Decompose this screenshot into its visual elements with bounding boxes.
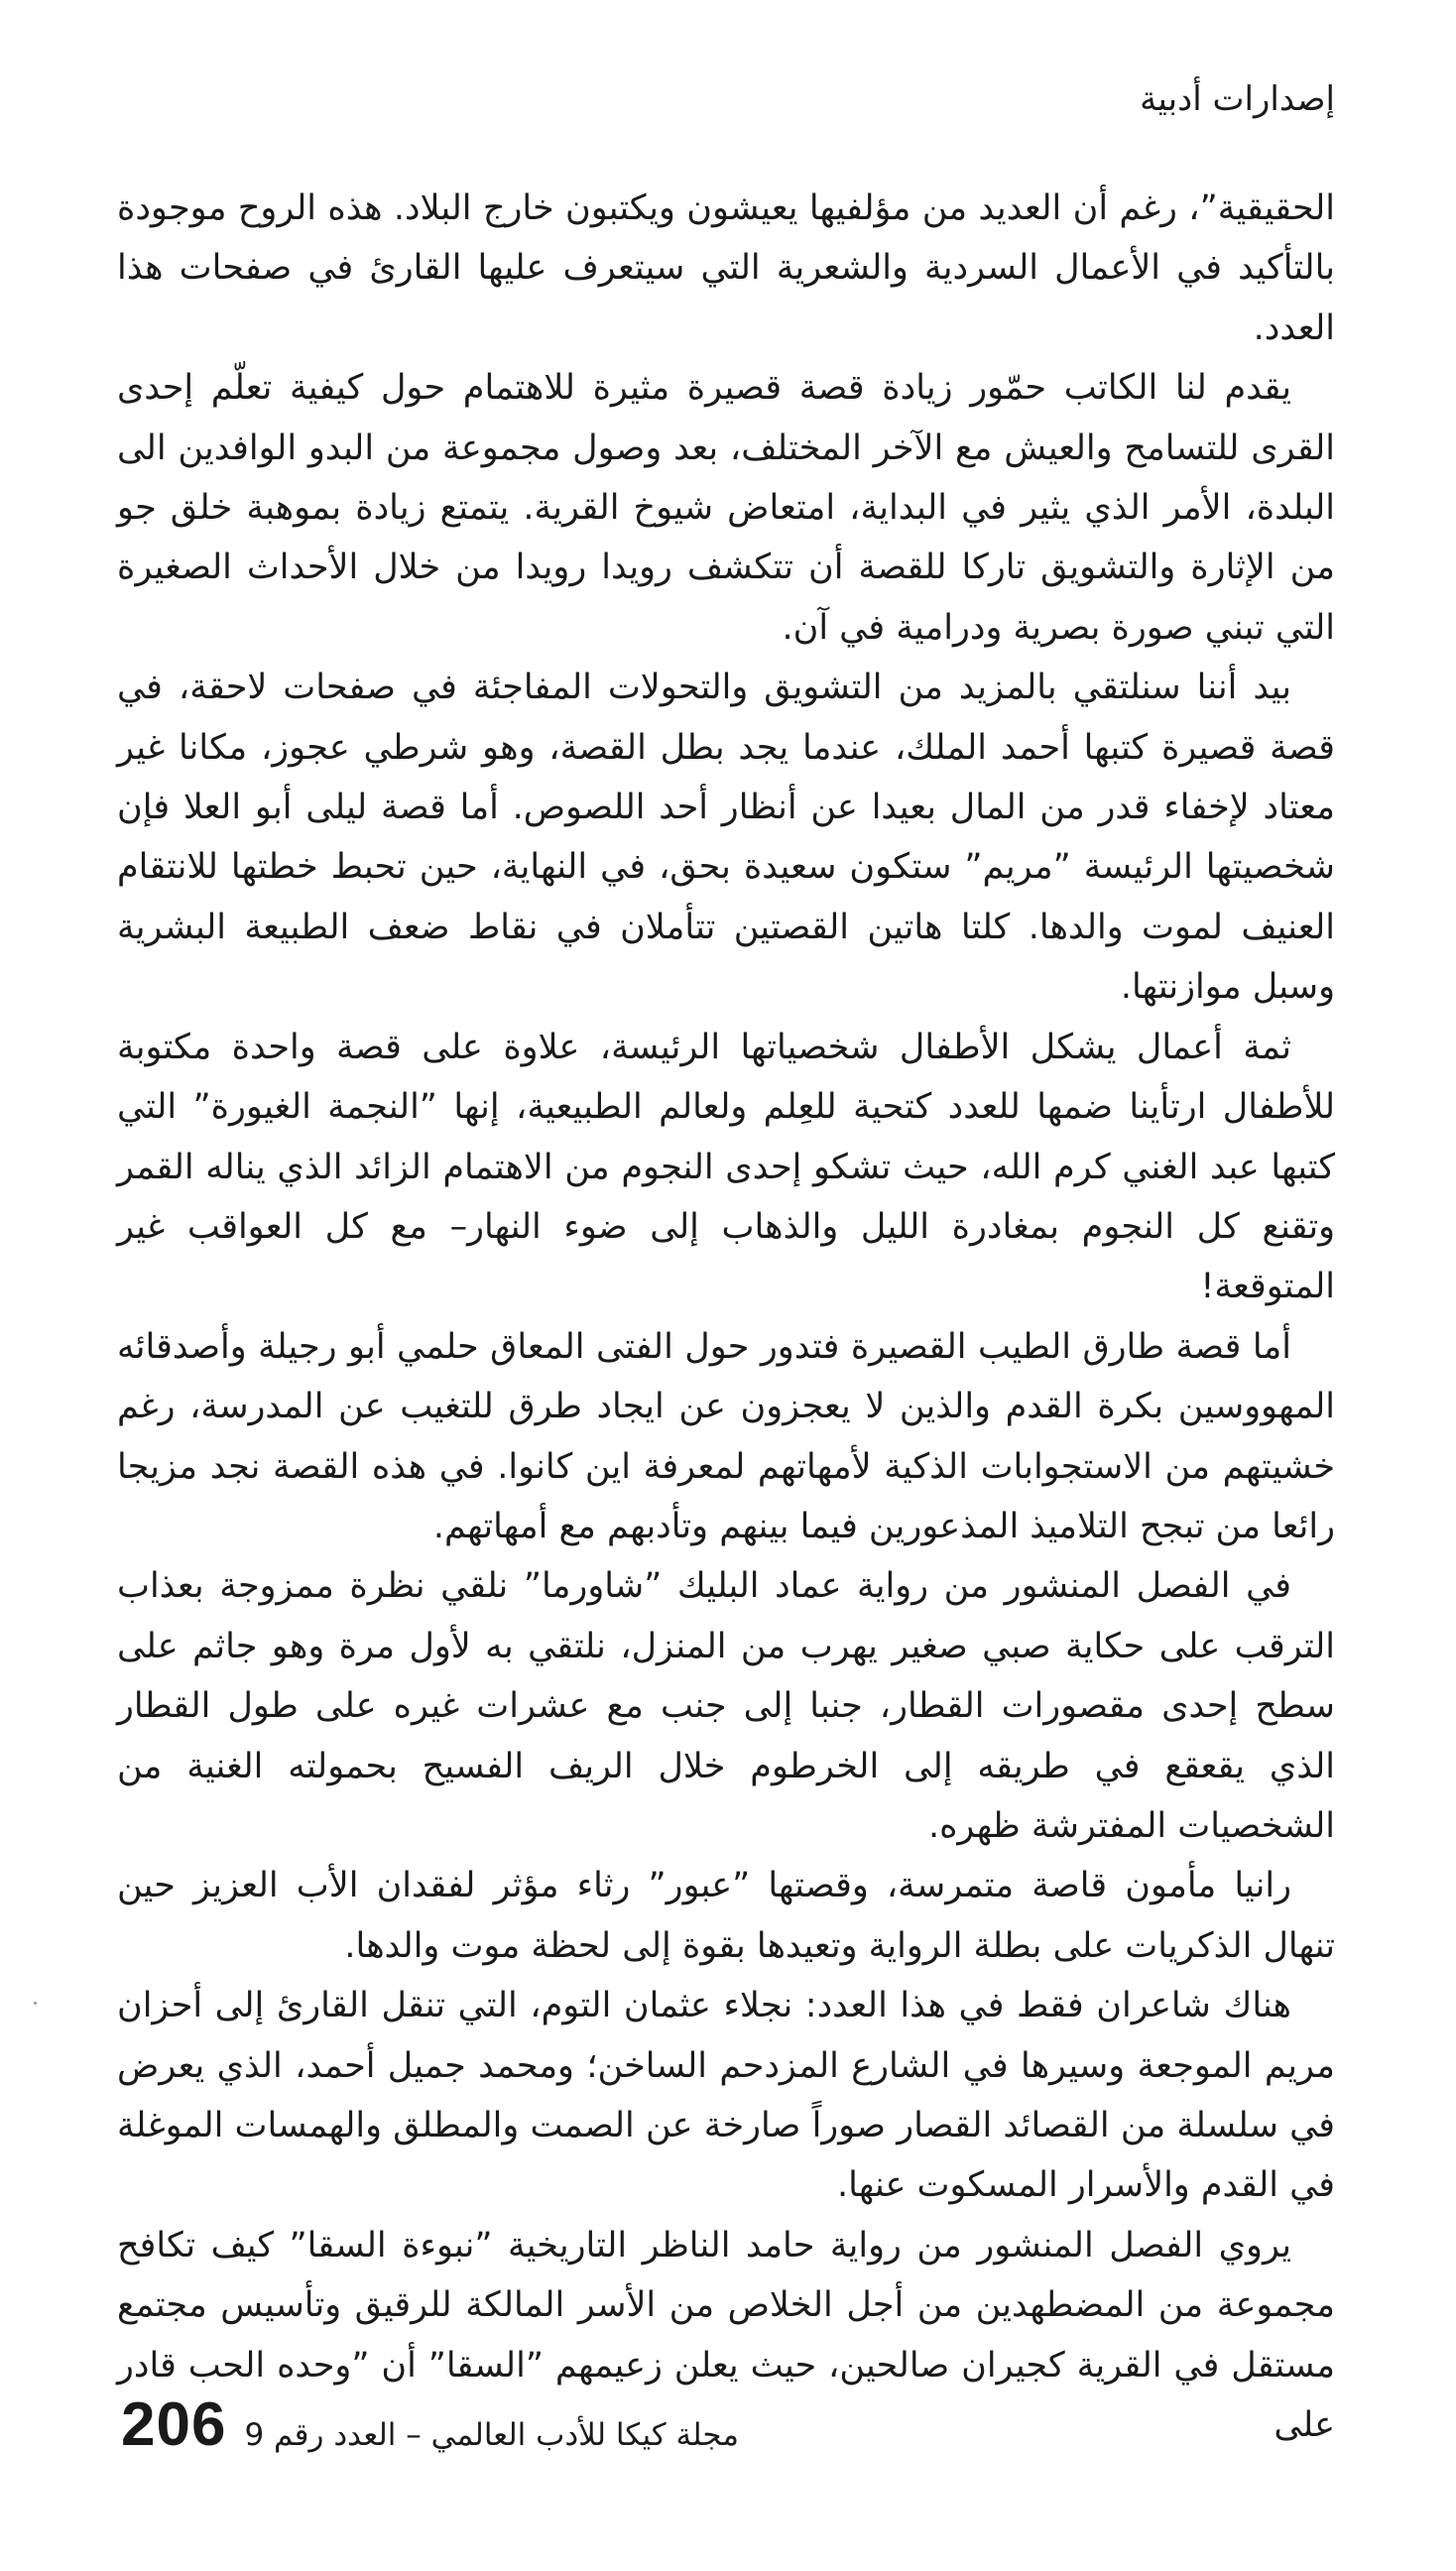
paragraph: رانيا مأمون قاصة متمرسة، وقصتها ”عبور” رثاء مؤثر لفقدان الأب العزيز حين تنهال الذكريات على بطلة الرواية وتعيدها بقوة إلى لحظة موت والدها. [117,1866,1335,1966]
paragraph: بيد أننا سنلتقي بالمزيد من التشويق والتحولات المفاجئة في صفحات لاحقة، في قصة قصيرة كتبها أحمد الملك، عندما يجد بطل القصة، وهو شرطي عجوز، مكانا غير معتاد لإخفاء قدر من المال بعيدا عن أنظار أحد اللصوص. أما قصة ليلى أبو العلا فإن شخصيتها الرئيسة ”مريم” ستكون سعيدة بحق، في النهاية، حين تحبط خطتها للانتقام العنيف لموت والدها. كلتا هاتين القصتين تتأملان في نقاط ضعف الطبيعة البشرية وسبل موازنتها. [117,668,1335,1008]
page-number: 206 [121,2390,227,2459]
page-footer [121,2390,739,2460]
paragraph: في الفصل المنشور من رواية عماد البليك ”شاورما” نلقي نظرة ممزوجة بعذاب الترقب على حكاية صبي صغير يهرب من المنزل، نلتقي به لأول مرة وهو جاثم على سطح إحدى مقصورات القطار، جنبا إلى جنب مع عشرات غيره على طول القطار الذي يقعقع في طريقه إلى الخرطوم خلال الريف الفسيح بحمولته الغنية من الشخصيات المفترشة ظهره. [117,1566,1335,1846]
paragraph: الحقيقية”، رغم أن العديد من مؤلفيها يعيشون ويكتبون خارج البلاد. هذه الروح موجودة بالتأكيد في الأعمال السردية والشعرية التي سيتعرف عليها القارئ في صفحات هذا العدد. [117,188,1335,348]
journal-name: مجلة كيكا للأدب العالمي – العدد رقم 9 [244,2417,739,2453]
paragraph: هناك شاعران فقط في هذا العدد: نجلاء عثمان التوم، التي تنقل القارئ إلى أحزان مريم الموجعة وسيرها في الشارع المزدحم الساخن؛ ومحمد جميل أحمد، الذي يعرض في سلسلة من القصائد القصار صوراً صارخة عن الصمت والمطلق والهمسات الموغلة في القدم والأسرار المسكوت عنها. [117,1986,1335,2206]
paragraph: أما قصة طارق الطيب القصيرة فتدور حول الفتى المعاق حلمي أبو رجيلة وأصدقائه المهووسين بكرة القدم والذين لا يعجزون عن ايجاد طرق للتغيب عن المدرسة، رغم خشيتهم من الاستجوابات الذكية لأمهاتهم لمعرفة اين كانوا. في هذه القصة نجد مزيجا رائعا من تبجح التلاميذ المذعورين فيما بينهم وتأدبهم مع أمهاتهم. [117,1326,1335,1546]
paragraph: يقدم لنا الكاتب حمّور زيادة قصة قصيرة مثيرة للاهتمام حول كيفية تعلّم إحدى القرى للتسامح والعيش مع الآخر المختلف، بعد وصول مجموعة من البدو الوافدين الى البلدة، الأمر الذي يثير في البداية، امتعاض شيوخ القرية. يتمتع زيادة بموهبة خلق جو من الإثارة والتشويق تاركا للقصة أن تتكشف رويدا رويدا من خلال الأحداث الصغيرة التي تبني صورة بصرية ودرامية في آن. [117,368,1335,648]
paragraph: يروي الفصل المنشور من رواية حامد الناظر التاريخية ”نبوءة السقا” كيف تكافح مجموعة من المضطهدين من أجل الخلاص من الأسر المالكة للرقيق وتأسيس مجتمع مستقل في القرية كجيران صالحين، حيث يعلن زعيمهم ”السقا” أن ”وحده الحب قادر على [117,2225,1335,2446]
scan-speck [34,2002,37,2005]
article-body [117,179,1335,2455]
section-title: إصدارات أدبية [1140,79,1335,119]
paragraph: ثمة أعمال يشكل الأطفال شخصياتها الرئيسة، علاوة على قصة واحدة مكتوبة للأطفال ارتأينا ضمها للعدد كتحية للعِلم ولعالم الطبيعية، إنها ”النجمة الغيورة” التي كتبها عبد الغني كرم الله، حيث تشكو إحدى النجوم من الاهتمام الزائد الذي يناله القمر وتقنع كل النجوم بمغادرة الليل والذهاب إلى ضوء النهار– مع كل العواقب غير المتوقعة! [117,1027,1335,1307]
